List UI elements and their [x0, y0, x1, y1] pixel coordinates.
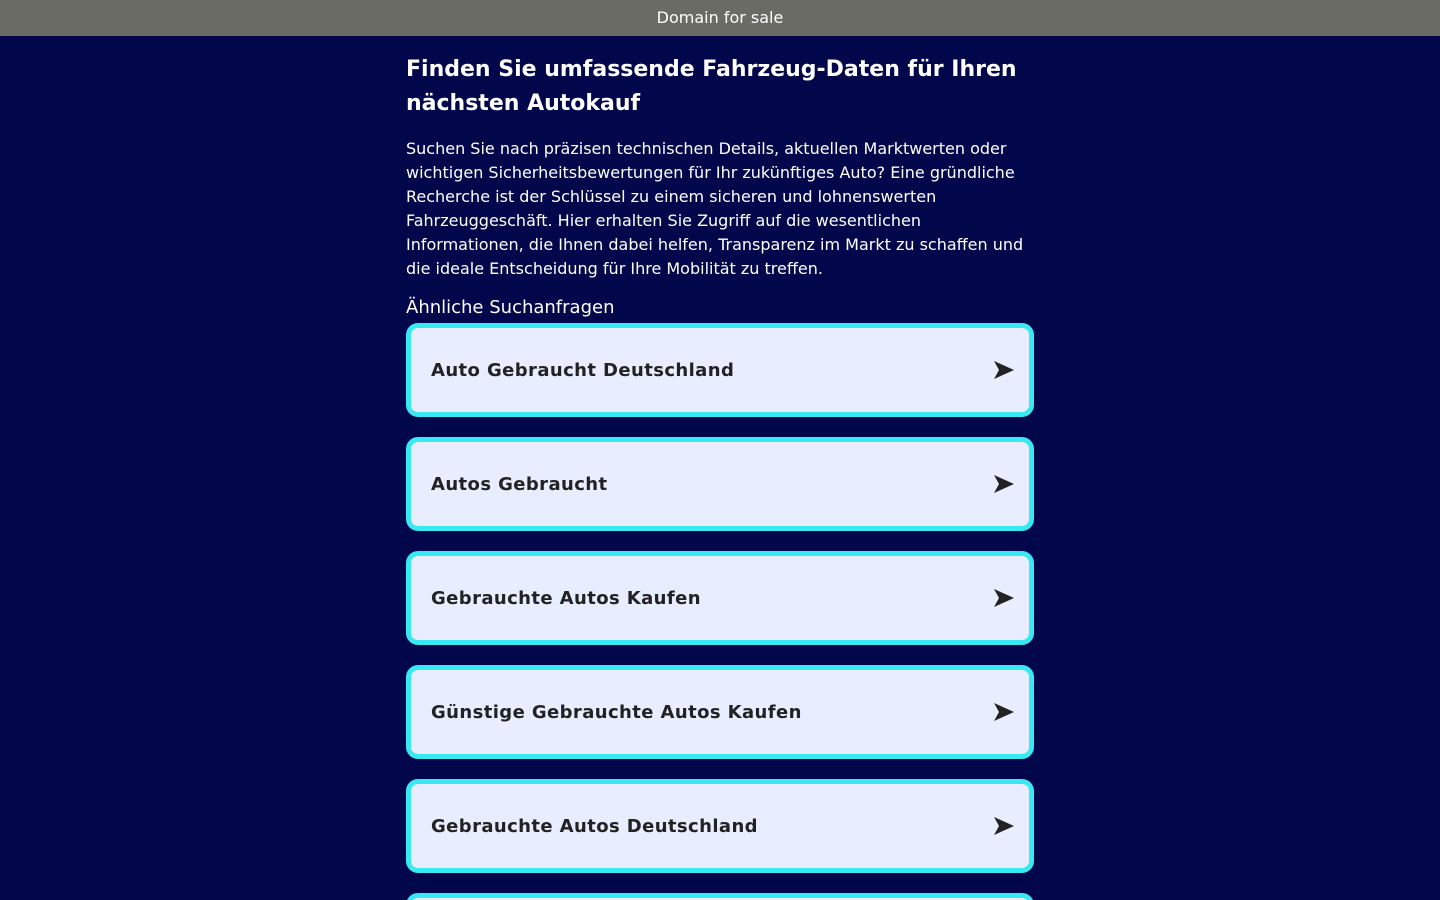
related-search-label: Günstige Gebrauchte Autos Kaufen: [431, 701, 802, 723]
related-search-link[interactable]: [406, 893, 1034, 900]
related-search-label: Auto Gebraucht Deutschland: [431, 359, 735, 381]
domain-for-sale-link[interactable]: Domain for sale: [656, 8, 784, 27]
domain-for-sale-banner: [0, 0, 1440, 36]
arrow-right-icon: [993, 588, 1015, 608]
related-searches-list: [406, 323, 1034, 900]
related-search-link[interactable]: [406, 665, 1034, 759]
arrow-right-icon: [993, 360, 1015, 380]
related-search-link[interactable]: [406, 437, 1034, 531]
intro-paragraph: Suchen Sie nach präzisen technischen Details, aktuellen Marktwerten oder wichtigen Sicherheitsbewertungen für Ihr zukünftiges Auto? Eine gründliche Recherche ist der Schlüssel zu einem sicheren und lohnenswerten Fahrzeuggeschäft. Hier erhalten Sie Zugriff auf die wesentlichen Informationen, die Ihnen dabei helfen, Transparenz im Markt zu schaffen und die ideale Entscheidung für Ihre Mobilität zu treffen.: [406, 139, 1024, 278]
arrow-right-icon: [993, 816, 1015, 836]
related-search-label: Gebrauchte Autos Kaufen: [431, 587, 701, 609]
related-search-link[interactable]: [406, 779, 1034, 873]
related-search-link[interactable]: [406, 551, 1034, 645]
arrow-right-icon: [993, 474, 1015, 494]
related-searches-heading: Ähnliche Suchanfragen: [406, 297, 615, 318]
related-search-label: Autos Gebraucht: [431, 473, 608, 495]
related-search-link[interactable]: [406, 323, 1034, 417]
main-content: [406, 36, 1034, 900]
page-title: Finden Sie umfassende Fahrzeug-Daten für Ihren nächsten Autokauf: [406, 57, 1017, 116]
arrow-right-icon: [993, 702, 1015, 722]
related-search-label: Gebrauchte Autos Deutschland: [431, 815, 758, 837]
